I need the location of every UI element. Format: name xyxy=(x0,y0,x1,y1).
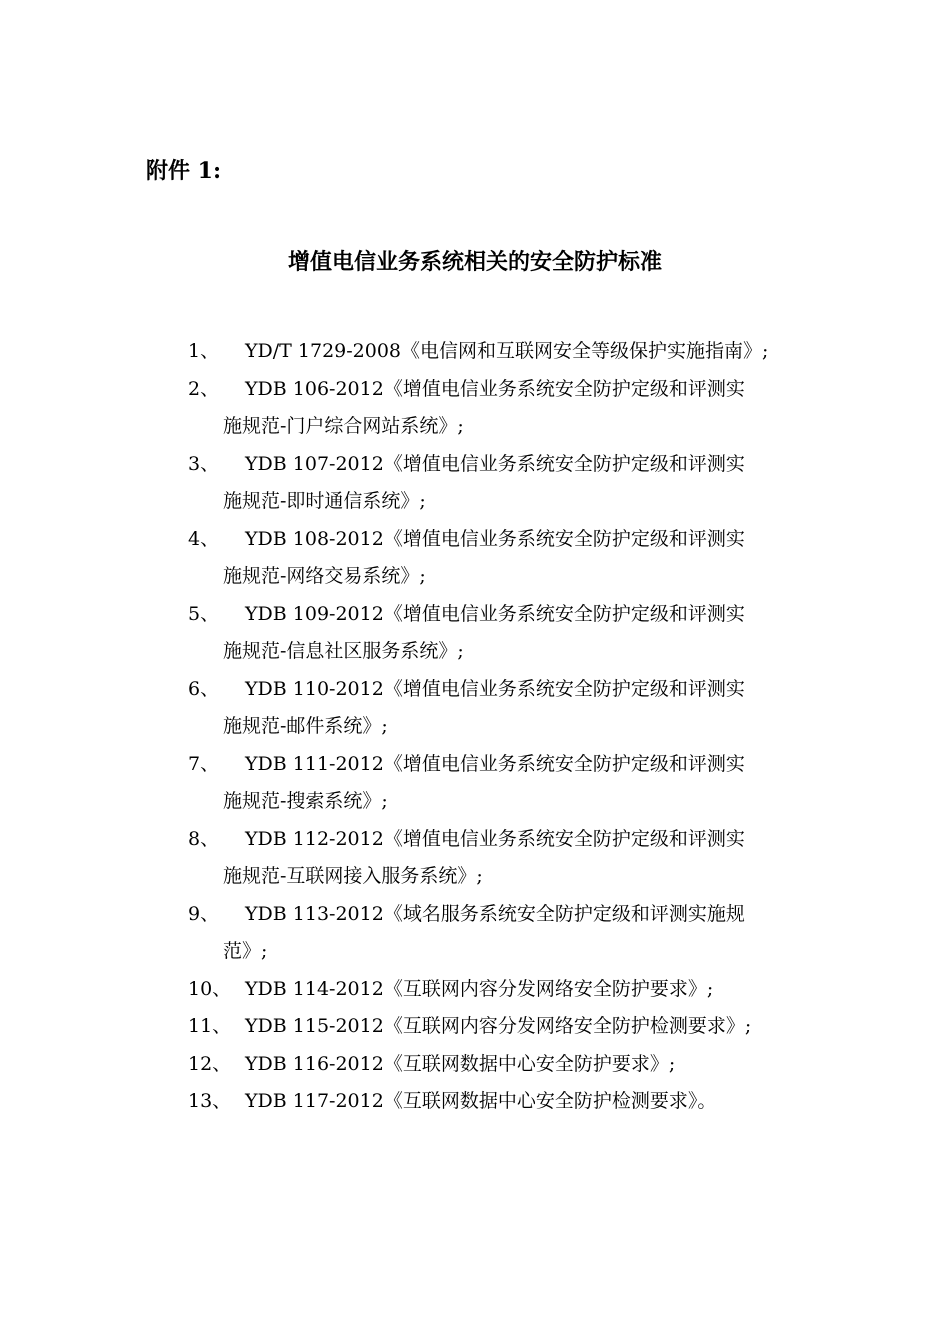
standard-text: YDB 115-2012《互联网内容分发网络安全防护检测要求》; xyxy=(245,1015,752,1037)
standard-text: YDB 110-2012《增值电信业务系统安全防护定级和评测实 xyxy=(245,677,745,700)
standard-text: YDB 108-2012《增值电信业务系统安全防护定级和评测实 xyxy=(245,527,745,550)
standard-item xyxy=(188,746,828,821)
attachment-label: 附件 1: xyxy=(146,158,222,184)
standard-item xyxy=(188,896,828,971)
standard-number: 10、 xyxy=(188,977,232,1000)
standard-item xyxy=(188,333,828,371)
standard-number: 2、 xyxy=(188,377,220,400)
standard-number: 4、 xyxy=(188,527,220,550)
standards-list xyxy=(188,333,828,1121)
standard-item xyxy=(188,1083,828,1121)
standard-text: YDB 109-2012《增值电信业务系统安全防护定级和评测实 xyxy=(245,602,745,625)
standard-text-continuation: 施规范-信息社区服务系统》; xyxy=(223,640,464,662)
standard-item xyxy=(188,446,828,521)
standard-item xyxy=(188,821,828,896)
standard-text: YD/T 1729-2008《电信网和互联网安全等级保护实施指南》; xyxy=(245,340,769,362)
standard-text: YDB 114-2012《互联网内容分发网络安全防护要求》; xyxy=(245,977,714,1000)
standard-item xyxy=(188,371,828,446)
standard-item xyxy=(188,671,828,746)
standard-text-continuation: 施规范-互联网接入服务系统》; xyxy=(223,865,483,887)
standard-text: YDB 117-2012《互联网数据中心安全防护检测要求》。 xyxy=(245,1090,717,1112)
document-title: 增值电信业务系统相关的安全防护标准 xyxy=(287,249,662,275)
standard-text-continuation: 施规范-网络交易系统》; xyxy=(223,565,426,587)
standard-number: 6、 xyxy=(188,677,220,700)
standard-number: 9、 xyxy=(188,902,220,925)
standard-number: 13、 xyxy=(188,1090,232,1112)
standard-item xyxy=(188,971,828,1009)
standard-number: 7、 xyxy=(188,752,220,775)
standard-text: YDB 113-2012《域名服务系统安全防护定级和评测实施规 xyxy=(245,902,745,925)
standard-item xyxy=(188,1046,828,1084)
standard-number: 11、 xyxy=(188,1015,232,1037)
standard-text-continuation: 范》; xyxy=(223,940,268,962)
standard-number: 5、 xyxy=(188,602,220,625)
standard-text-continuation: 施规范-即时通信系统》; xyxy=(223,490,426,512)
standard-number: 3、 xyxy=(188,452,220,475)
standard-number: 1、 xyxy=(188,340,220,362)
standard-text: YDB 107-2012《增值电信业务系统安全防护定级和评测实 xyxy=(245,452,745,475)
standard-item xyxy=(188,1008,828,1046)
standard-text-continuation: 施规范-门户综合网站系统》; xyxy=(223,415,464,437)
standard-number: 12、 xyxy=(188,1052,232,1075)
standard-number: 8、 xyxy=(188,827,220,850)
standard-text: YDB 111-2012《增值电信业务系统安全防护定级和评测实 xyxy=(245,752,745,775)
standard-text: YDB 106-2012《增值电信业务系统安全防护定级和评测实 xyxy=(245,377,745,400)
standard-text-continuation: 施规范-搜索系统》; xyxy=(223,790,388,812)
standard-text: YDB 116-2012《互联网数据中心安全防护要求》; xyxy=(245,1052,676,1075)
standard-text: YDB 112-2012《增值电信业务系统安全防护定级和评测实 xyxy=(245,827,745,850)
standard-item xyxy=(188,596,828,671)
standard-text-continuation: 施规范-邮件系统》; xyxy=(223,715,388,737)
standard-item xyxy=(188,521,828,596)
